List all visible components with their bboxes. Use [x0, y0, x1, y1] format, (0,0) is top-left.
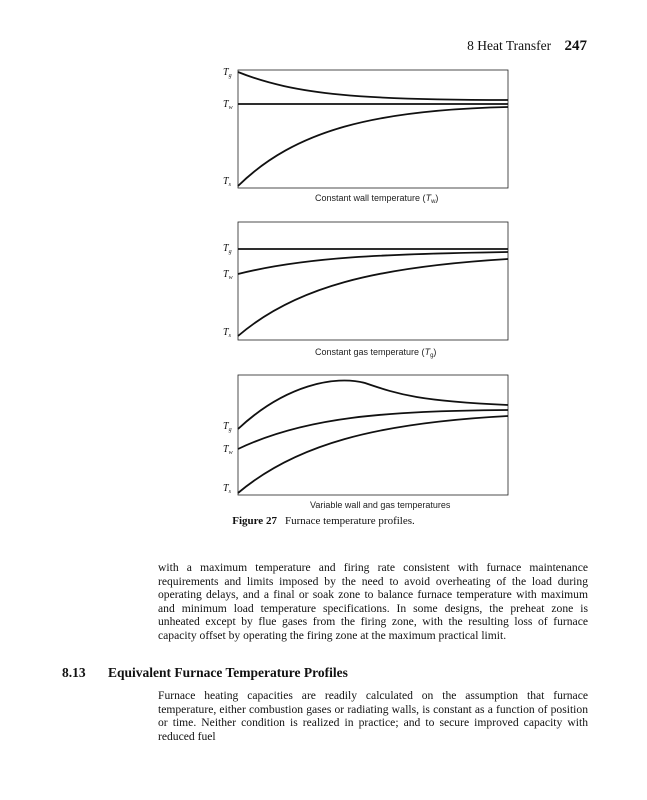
figure-panel-variable [215, 365, 525, 515]
body-paragraph: Furnace heating capacities are readily calculated on the assumption that furnace temperature, either combustion gases or radiating walls, is constant as a function of position or time. Neither condition is realized in practice; and to secure improved capacity with reduced fuel [158, 689, 588, 743]
axis-label-tw: $T_w$ [223, 444, 233, 456]
axis-label-ts: $T_s$ [223, 176, 231, 188]
body-paragraph: with a maximum temperature and firing rate consistent with furnace maintenance requirements and limits imposed by the need to avoid overheating of the load during operating delays, and a final or soak zone to balance furnace temperature with maximum and minimum load temperature specifications. In some designs, the preheat zone is unheated except by flue gases from the firing zone, with the resulting loss of furnace capacity offset by operating the firing zone at the maximum practical limit. [158, 561, 588, 642]
panel-caption: Constant wall temperature $(T_w)$ [315, 193, 439, 205]
axis-label-tg: $T_g$ [223, 421, 232, 433]
page-number: 247 [564, 38, 587, 54]
stock-temperature-curve [238, 416, 508, 493]
figure-caption [0, 515, 647, 527]
section-heading [62, 665, 348, 681]
axis-label-tw: $T_w$ [223, 269, 233, 281]
axis-label-tw: $T_w$ [223, 99, 233, 111]
figure-panel-constant-gas [215, 212, 525, 362]
panel-caption: Variable wall and gas temperatures [310, 500, 451, 510]
plot-frame [238, 222, 508, 340]
stock-temperature-curve [238, 259, 508, 336]
gas-temperature-curve [238, 72, 508, 100]
chapter-title: 8 Heat Transfer [467, 38, 552, 53]
gas-temperature-curve [238, 380, 508, 429]
running-header [467, 38, 587, 55]
figure-panel-constant-wall [215, 60, 525, 210]
plot-frame [238, 70, 508, 188]
section-number: 8.13 [62, 665, 86, 680]
figure-title: Furnace temperature profiles. [284, 515, 415, 527]
wall-temperature-curve [238, 252, 508, 274]
section-title: Equivalent Furnace Temperature Profiles [108, 665, 348, 680]
panel-caption: Constant gas temperature $(T_g)$ [315, 347, 437, 359]
axis-label-ts: $T_s$ [223, 483, 231, 495]
plot-frame [238, 375, 508, 495]
wall-temperature-curve [238, 410, 508, 449]
figure-number: Figure 27 [232, 515, 277, 527]
axis-label-tg: $T_g$ [223, 243, 232, 255]
axis-label-ts: $T_s$ [223, 327, 231, 339]
stock-temperature-curve [238, 107, 508, 186]
axis-label-tg: $T_g$ [223, 67, 232, 79]
